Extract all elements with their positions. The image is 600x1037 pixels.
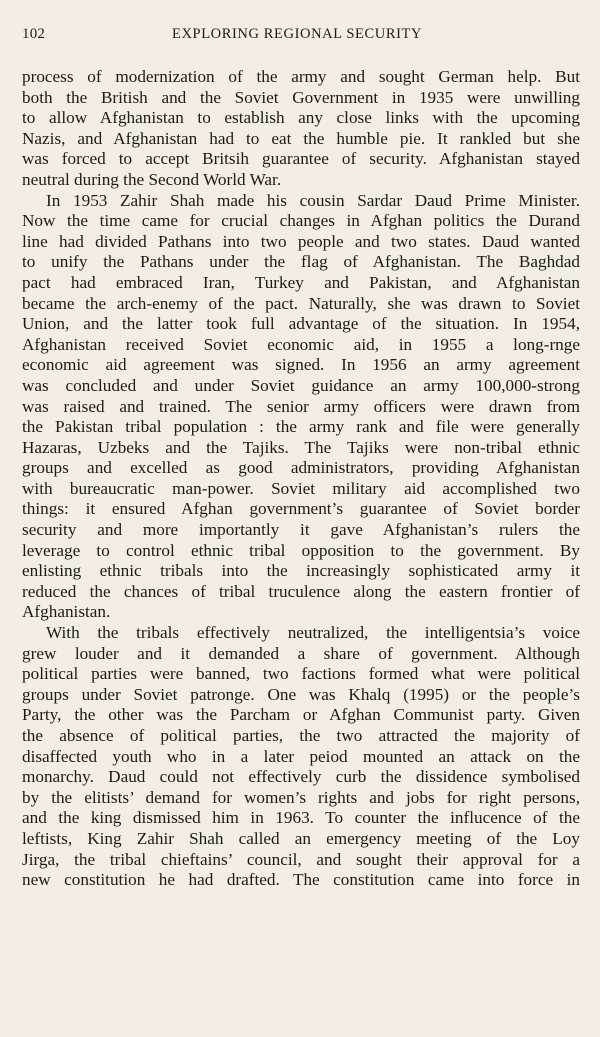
text-line: process of modernization of the army and sought German help. But	[22, 67, 580, 86]
text-line: monarchy. Daud could not effectively curb the dissidence symbolised	[22, 767, 580, 787]
running-head: EXPLORING REGIONAL SECURITY	[172, 26, 423, 42]
text-line: Afghanistan received Soviet economic aid, in 1955 a long-rnge	[22, 334, 580, 354]
text-line: Jirga, the tribal chieftains’ council, and sought their approval for a	[22, 849, 580, 869]
text-line: disaffected youth who in a later peiod mounted an attack on the	[22, 746, 580, 766]
text-line: grew louder and it demanded a share of government. Although	[22, 643, 580, 663]
text-line: to unify the Pathans under the flag of Afghanistan. The Baghdad	[22, 252, 580, 272]
text-line: line had divided Pathans into two people and two states. Daud wanted	[22, 231, 580, 251]
text-line: new constitution he had drafted. The constitution came into force in	[22, 870, 580, 890]
text-line: became the arch-enemy of the pact. Naturally, she was drawn to Soviet	[22, 293, 580, 313]
text-line: enlisting ethnic tribals into the increasingly sophisticated army it	[22, 561, 580, 581]
text-line: Party, the other was the Parcham or Afghan Communist party. Given	[22, 705, 580, 725]
text-line: leverage to control ethnic tribal opposition to the government. By	[22, 540, 580, 560]
text-line: security and more importantly it gave Afghanistan’s rulers the	[22, 520, 580, 540]
text-line: pact had embraced Iran, Turkey and Pakistan, and Afghanistan	[22, 272, 580, 292]
body-text	[22, 67, 580, 891]
text-line: neutral during the Second World War.	[22, 169, 282, 189]
text-line: was concluded and under Soviet guidance an army 100,000-strong	[22, 375, 580, 395]
text-line: groups and excelled as good administrators, providing Afghanistan	[22, 458, 580, 478]
text-line: groups under Soviet patronge. One was Khalq (1995) or the people’s	[22, 684, 580, 704]
text-line: Nazis, and Afghanistan had to eat the humble pie. It rankled but she	[22, 128, 580, 148]
text-line: both the British and the Soviet Government in 1935 were unwilling	[22, 87, 580, 107]
text-line: Now the time came for crucial changes in Afghan politics the Durand	[22, 211, 580, 231]
text-line: was forced to accept Britsih guarantee of security. Afghanistan stayed	[22, 149, 580, 169]
text-line: things: it ensured Afghan government’s guarantee of Soviet border	[22, 499, 580, 519]
text-line: to allow Afghanistan to establish any close links with the upcoming	[22, 108, 580, 128]
text-line: With the tribals effectively neutralized, the intelligentsia’s voice	[46, 623, 580, 643]
text-line: political parties were banned, two factions formed what were political	[22, 664, 580, 684]
text-line: the absence of political parties, the two attracted the majority of	[22, 726, 580, 745]
text-line: Hazaras, Uzbeks and the Tajiks. The Tajiks were non-tribal ethnic	[22, 437, 580, 457]
text-line: by the elitists’ demand for women’s rights and jobs for right persons,	[22, 787, 580, 807]
text-line: In 1953 Zahir Shah made his cousin Sardar Daud Prime Minister.	[46, 190, 580, 210]
text-line: with bureaucratic man-power. Soviet military aid accomplished two	[22, 478, 580, 498]
text-line: and the king dismissed him in 1963. To counter the influcence of the	[22, 808, 580, 828]
text-line: Afghanistan.	[22, 602, 111, 622]
text-line: leftists, King Zahir Shah called an emergency meeting of the Loy	[22, 828, 580, 848]
page-header	[22, 26, 578, 48]
text-line: was raised and trained. The senior army officers were drawn from	[22, 396, 580, 416]
text-line: Union, and the latter took full advantage of the situation. In 1954,	[22, 314, 580, 334]
text-line: reduced the chances of tribal truculence along the eastern frontier of	[22, 581, 580, 601]
text-line: economic aid agreement was signed. In 1956 an army agreement	[22, 355, 580, 375]
page-number: 102	[22, 26, 46, 42]
text-line: the Pakistan tribal population : the army rank and file were generally	[22, 417, 580, 437]
